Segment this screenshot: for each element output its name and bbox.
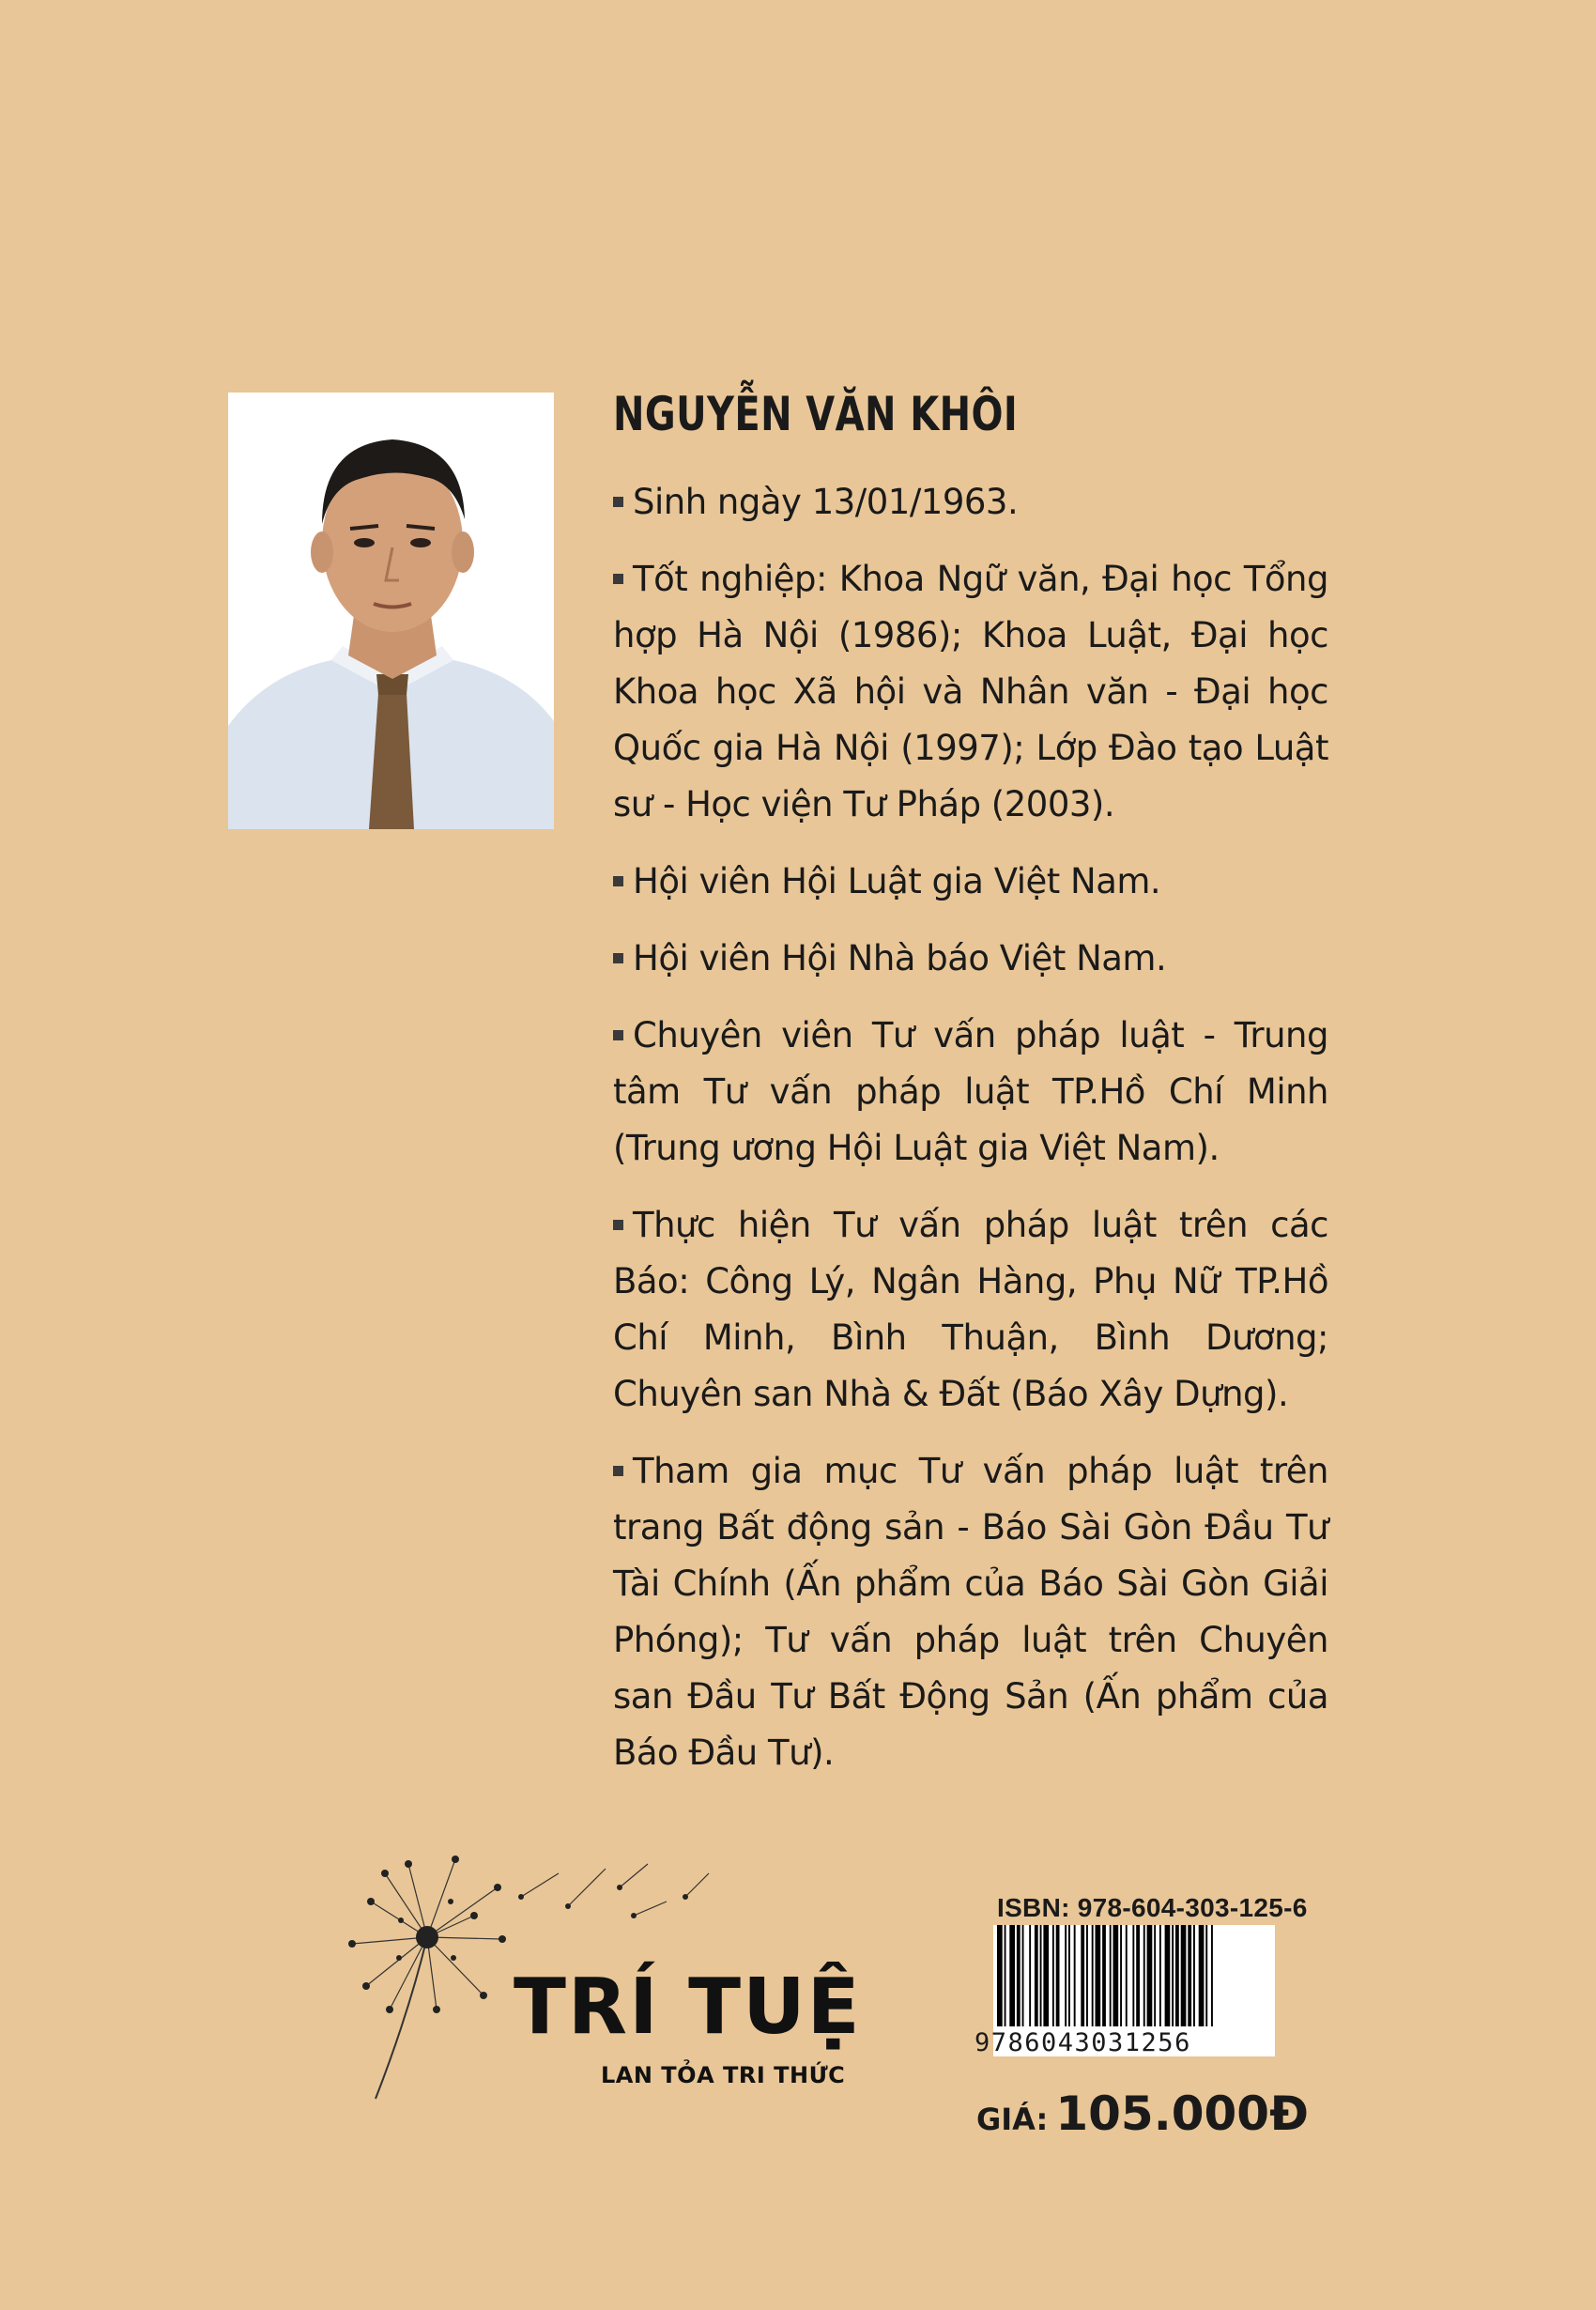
barcode-bar — [1113, 1925, 1119, 2026]
barcode-bar — [1159, 1925, 1161, 2026]
author-photo — [228, 393, 554, 829]
bullet-icon — [613, 1030, 623, 1040]
barcode-bar — [1175, 1925, 1179, 2026]
bio-item-education: Tốt nghiệp: Khoa Ngữ văn, Đại học Tổng hợp Hà Nội (1986); Khoa Luật, Đại học Khoa học Xã hội và Nhân văn - Đại học Quốc gia Hà Nội (1997); Lớp Đào tạo Luật sư - Học viện Tư Pháp (2003). — [613, 559, 1328, 824]
barcode-bar — [1017, 1925, 1021, 2026]
author-name: NGUYỄN VĂN KHÔI — [613, 387, 1019, 441]
bullet-icon — [613, 953, 623, 963]
price-value: 105.000Đ — [1055, 2087, 1309, 2141]
barcode-bar — [1132, 1925, 1134, 2026]
bio-item-journalists-association: Hội viên Hội Nhà báo Việt Nam. — [613, 931, 1328, 987]
bullet-icon — [613, 1220, 623, 1230]
barcode-bar — [1052, 1925, 1054, 2026]
barcode-bar — [1040, 1925, 1042, 2026]
barcode-bar — [1165, 1925, 1171, 2026]
bio-item-real-estate: Tham gia mục Tư vấn pháp luật trên trang Bất động sản - Báo Sài Gòn Đầu Tư Tài Chính (Ấn phẩm của Báo Sài Gòn Giải Phóng); Tư vấn pháp luật trên Chuyên san Đầu Tư Bất Động Sản (Ấn phẩm của Báo Đầu Tư). — [613, 1451, 1328, 1773]
barcode-bar — [1143, 1925, 1145, 2026]
bullet-icon — [613, 1466, 623, 1476]
price-label: GIÁ: — [976, 2102, 1049, 2137]
bio-item-lawyers-association: Hội viên Hội Luật gia Việt Nam. — [613, 854, 1328, 910]
barcode-bar — [1110, 1925, 1112, 2026]
barcode-bar — [1092, 1925, 1094, 2026]
barcode-bar — [1035, 1925, 1038, 2026]
barcode-bar — [1009, 1925, 1015, 2026]
barcode-bar — [1188, 1925, 1191, 2026]
barcode-bar — [1154, 1925, 1156, 2026]
barcode-bar — [1074, 1925, 1076, 2026]
barcode-bar — [1005, 1925, 1006, 2026]
barcode-bar — [1043, 1925, 1049, 2026]
barcode-bar — [1065, 1925, 1067, 2026]
barcode-bar — [1068, 1925, 1070, 2026]
barcode-bar — [1193, 1925, 1195, 2026]
bio-item-legal-consultant: Chuyên viên Tư vấn pháp luật - Trung tâm Tư vấn pháp luật TP.Hồ Chí Minh (Trung ương Hội Luật gia Việt Nam). — [613, 1015, 1328, 1168]
publisher-name: TRÍ TUỆ — [514, 1963, 862, 2052]
barcode-bar — [1199, 1925, 1205, 2026]
barcode-bar — [997, 1925, 1003, 2026]
bullet-icon — [613, 574, 623, 584]
barcode-bar — [1086, 1925, 1088, 2026]
barcode-digits: 9786043031256 — [974, 2028, 1191, 2057]
barcode-bar — [1096, 1925, 1101, 2026]
barcode-bar — [1081, 1925, 1084, 2026]
barcode-bar — [1172, 1925, 1174, 2026]
bio-item-birth: Sinh ngày 13/01/1963. — [613, 474, 1328, 531]
publisher-tagline: LAN TỎA TRI THỨC — [601, 2062, 846, 2088]
barcode-bar — [1147, 1925, 1153, 2026]
barcode-bar — [1181, 1925, 1187, 2026]
barcode-bar — [1056, 1925, 1060, 2026]
barcode-bar — [1029, 1925, 1031, 2026]
barcode-bar — [1120, 1925, 1122, 2026]
barcode-bar — [1205, 1925, 1207, 2026]
barcode-bar — [1211, 1925, 1213, 2026]
bullet-icon — [613, 876, 623, 886]
barcode-bar — [1136, 1925, 1140, 2026]
barcode-bar — [1022, 1925, 1024, 2026]
price — [976, 2087, 1309, 2141]
bullet-icon — [613, 497, 623, 507]
bio-item-newspapers: Thực hiện Tư vấn pháp luật trên các Báo: Công Lý, Ngân Hàng, Phụ Nữ TP.Hồ Chí Minh, Bình Thuận, Bình Dương; Chuyên san Nhà & Đất (Báo Xây Dựng). — [613, 1205, 1328, 1414]
isbn-label: ISBN: 978-604-303-125-6 — [997, 1893, 1308, 1922]
barcode-icon — [993, 1925, 1275, 2026]
barcode-bar — [1126, 1925, 1128, 2026]
barcode-bar — [1102, 1925, 1106, 2026]
author-bio — [613, 474, 1328, 1802]
